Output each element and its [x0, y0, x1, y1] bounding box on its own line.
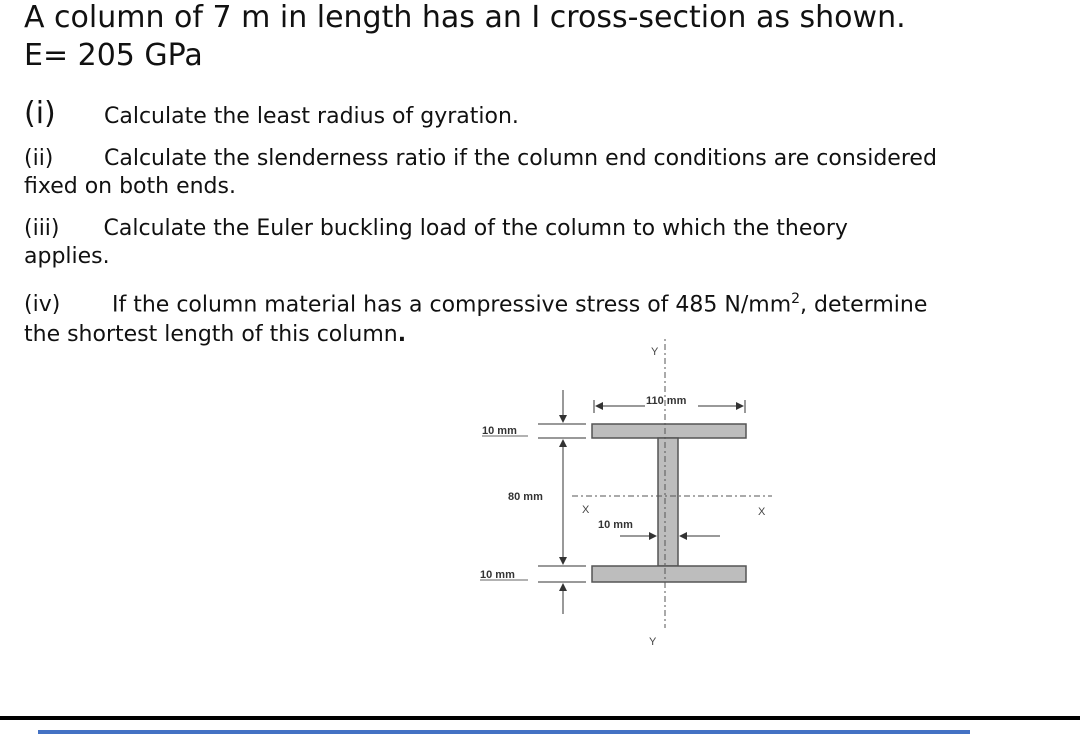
web-thk-label: 10 mm [598, 519, 633, 531]
x-axis-label-left: X [582, 504, 590, 516]
bottom-flange [592, 566, 746, 582]
web-height-label: 80 mm [508, 491, 543, 503]
part-iv [24, 286, 927, 318]
footer-rule-blue [38, 730, 970, 734]
flange-width-label: 110 mm [646, 395, 687, 407]
web [658, 438, 678, 566]
part-i-text: Calculate the least radius of gyration. [104, 104, 519, 129]
part-iv-continuation-line [24, 322, 406, 348]
problem-title-line1: A column of 7 m in length has an I cross-section as shown. [24, 0, 906, 35]
part-iii-number: (iii) [24, 216, 60, 241]
i-section-diagram [470, 338, 790, 658]
problem-title-line2: E= 205 GPa [24, 38, 203, 73]
part-ii-number: (ii) [24, 146, 54, 171]
y-axis-label-top: Y [651, 346, 659, 358]
top-flange [592, 424, 746, 438]
part-iv-number: (iv) [24, 292, 61, 318]
part-iv-superscript: 2 [791, 291, 801, 307]
part-ii-text: Calculate the slenderness ratio if the column end conditions are considered [104, 146, 937, 171]
part-iv-period: . [397, 322, 407, 347]
part-i-number: (i) [24, 96, 56, 131]
y-axis-label-bottom: Y [649, 636, 657, 648]
bottom-flange-thk-label: 10 mm [480, 569, 515, 581]
part-ii-continuation: fixed on both ends. [24, 174, 236, 199]
x-axis-label-right: X [758, 506, 766, 518]
part-iii [24, 216, 1022, 242]
part-i [24, 96, 519, 131]
part-iii-text: Calculate the Euler buckling load of the column to which the theory [103, 216, 848, 241]
footer-rule-black [0, 716, 1080, 720]
part-iv-text-after: , determine [800, 292, 928, 318]
top-flange-thk-label: 10 mm [482, 425, 517, 437]
part-iv-text: If the column material has a compressive stress of 485 N/mm [112, 292, 792, 318]
part-iii-continuation: applies. [24, 244, 110, 269]
part-ii [24, 146, 937, 172]
part-iv-continuation: the shortest length of this column [24, 322, 398, 347]
